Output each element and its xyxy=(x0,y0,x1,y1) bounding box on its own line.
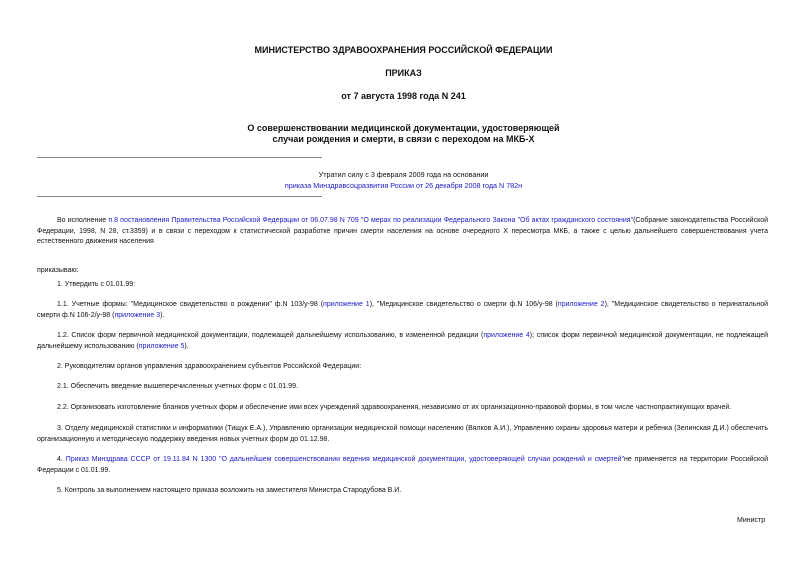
preamble-paragraph: Во исполнение п.8 постановления Правительства Российской Федерации от 06.07.98 N 709 "О мерах по реализации Федерального Закона "Об актах гражданского состояния"(Собрание законодательства Российской Федерации, 1998, N 28, ст.3359) и в связи с переходом к статистической разработке причин смерти населения на основе очередного X пересмотра МКБ, а также с целью дальнейшего совершенствования учета естественного движения населения xyxy=(37,217,769,245)
item-2-1: 2.1. Обеспечить введение вышеперечисленных учетных форм с 01.01.99. xyxy=(57,383,298,390)
appendix-1-link[interactable]: приложение 1 xyxy=(323,301,370,308)
item-3: 3. Отделу медицинской статистики и информатики (Тищук Е.А.), Управлению организации медицинской помощи населению (Вялков А.И.), Управлению охраны здоровья матери и ребенка (Зелинская Д.И.) обеспечить организационную и методическую поддержку введения новых учетных форм до 01.12.98. xyxy=(37,425,768,443)
ministry-heading: МИНИСТЕРСТВО ЗДРАВООХРАНЕНИЯ РОССИЙСКОЙ ФЕДЕРАЦИИ xyxy=(254,45,553,55)
government-decree-link[interactable]: п.8 постановления Правительства Российской Федерации от 06.07.98 N 709 "О мерах по реализации Федерального Закона "Об актах гражданского состояния" xyxy=(108,217,634,224)
appendix-5-link[interactable]: приложение 5 xyxy=(138,342,185,350)
signature-title: Министр xyxy=(737,517,766,524)
item-2-2: 2.2. Организовать изготовление бланков учетных форм и обеспечение ими всех учреждений здравоохранения, независимо от их организационно-правовой формы, в том числе частнопрактикующих врачей. xyxy=(57,404,732,411)
bottom-separator xyxy=(37,196,322,197)
item-2: 2. Руководителям органов управления здравоохранением субъектов Российской Федерации: xyxy=(57,363,362,370)
top-separator xyxy=(37,157,322,158)
doc-date-number: от 7 августа 1998 года N 241 xyxy=(341,91,466,101)
doc-title-line-2: случаи рождения и смерти, в связи с переходом на МКБ-Х xyxy=(272,134,535,144)
status-note-text: Утратил силу с 3 февраля 2009 года на основании xyxy=(318,170,489,179)
item-4: 4. Приказ Минздрава СССР от 19.11.84 N 1300 "О дальнейшем совершенствовании ведения медицинской документации, удостоверяющей случаи рождений и смертей"не применяется на территории Российской Федерации с 01.01.99. xyxy=(37,456,768,474)
doc-title-line-1: О совершенствовании медицинской документации, удостоверяющей xyxy=(247,123,560,133)
appendix-4-link[interactable]: приложение 4 xyxy=(483,332,530,339)
item-5: 5. Контроль за выполнением настоящего приказа возложить на заместителя Министра Стародубова В.И. xyxy=(57,487,402,494)
doc-type-heading: ПРИКАЗ xyxy=(385,68,422,78)
ussr-order-link[interactable]: Приказ Минздрава СССР от 19.11.84 N 1300 "О дальнейшем совершенствовании ведения медицинской документации, удостоверяющей случаи рождений и смертей" xyxy=(65,456,625,463)
appendix-3-link[interactable]: приложение 3 xyxy=(114,311,161,319)
status-note-line-2 xyxy=(0,181,807,190)
order-word: приказываю: xyxy=(37,267,79,274)
repeal-order-link[interactable]: приказа Минздравсоцразвития России от 26 декабря 2008 года N 782н xyxy=(284,181,523,190)
appendix-2-link[interactable]: приложение 2 xyxy=(557,301,605,308)
item-1-2: 1.2. Список форм первичной медицинской документации, подлежащей дальнейшему использованию, в измененной редакции (приложение 4); список форм первичной медицинской документации, не подлежащей дальнейшему использованию (приложение 5). xyxy=(37,332,768,350)
item-1: 1. Утвердить с 01.01.99: xyxy=(57,281,136,288)
item-1-1: 1.1. Учетные формы: "Медицинское свидетельство о рождении" ф.N 103/у-98 (приложение 1), "Медицинское свидетельство о смерти ф.N 106/у-98 (приложение 2), "Медицинское свидетельство о перинатальной смерти ф.N 106-2/у-98 (приложение 3). xyxy=(37,301,769,319)
